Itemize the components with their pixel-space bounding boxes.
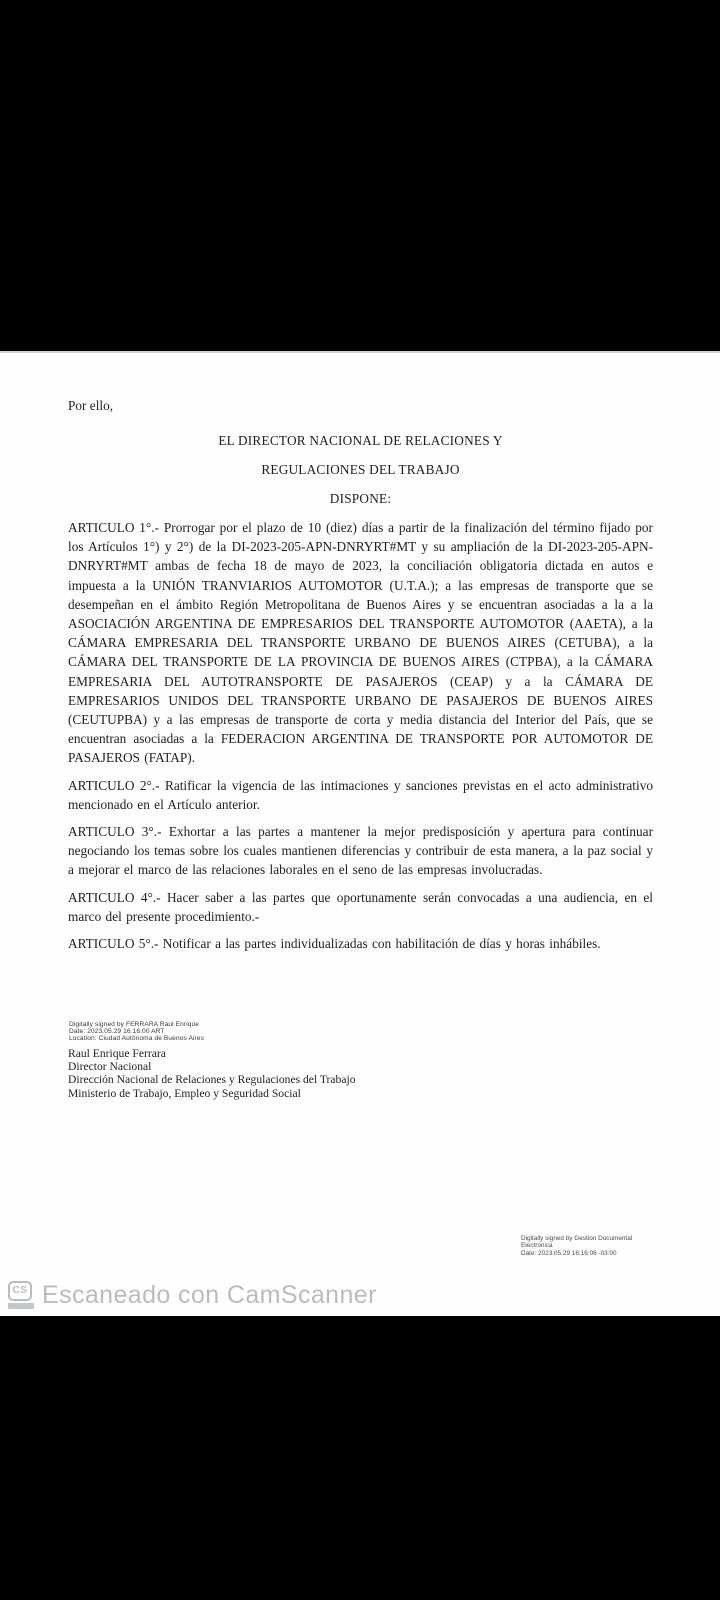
heading-dispone: DISPONE: bbox=[329, 491, 392, 506]
document-page bbox=[0, 351, 720, 1316]
heading-director-line2: REGULACIONES DEL TRABAJO bbox=[261, 462, 460, 477]
camscanner-watermark bbox=[8, 1281, 377, 1309]
gde-stamp-line-date: Date: 2023.05.29 16:16:06 -03:00 bbox=[521, 1249, 617, 1257]
intro-line: Por ello, bbox=[68, 398, 114, 413]
signer-office: Dirección Nacional de Relaciones y Regulaciones del Trabajo bbox=[68, 1073, 356, 1087]
signer-title: Director Nacional bbox=[68, 1060, 152, 1074]
document-body bbox=[68, 397, 653, 956]
article-3: ARTICULO 3°.- Exhortar a las partes a mantener la mejor predisposición y apertura para continuar negociando los temas sobre los cuales mantienen diferencias y contribuir de esta manera, a la paz social y a mejorar el marco de las relaciones laborales en el seno de las empresas involucradas. bbox=[68, 824, 653, 878]
stamp-line-date: Date: 2023.05.29 16:16:00 ART bbox=[69, 1028, 165, 1036]
camscanner-icon-base bbox=[8, 1303, 34, 1309]
top-letterbox bbox=[0, 0, 720, 351]
article-5: ARTICULO 5°.- Notificar a las partes individualizadas con habilitación de días y horas inhábiles. bbox=[68, 936, 601, 952]
watermark-text: Escaneado con CamScanner bbox=[42, 1281, 377, 1309]
gde-stamp-line-electronica: Electronica bbox=[521, 1242, 553, 1250]
article-4: ARTICULO 4°.- Hacer saber a las partes que oportunamente serán convocadas a una audiencia, en el marco del presente procedimiento.- bbox=[68, 889, 653, 924]
gde-signature-stamp bbox=[521, 1235, 632, 1257]
article-2: ARTICULO 2°.- Ratificar la vigencia de las intimaciones y sanciones previstas en el acto administrativo mencionado en el Artículo anterior. bbox=[68, 777, 653, 812]
stamp-line-location: Location: Ciudad Autónoma de Buenos Aires bbox=[69, 1035, 204, 1043]
signer-block bbox=[68, 1047, 356, 1100]
camscanner-icon bbox=[8, 1281, 35, 1309]
stamp-line-signed-by: Digitally signed by FERRARA Raul Enrique bbox=[69, 1021, 200, 1028]
article-1: ARTICULO 1°.- Prorrogar por el plazo de 10 (diez) días a partir de la finalización del término fijado por los Artículos 1°) y 2°) de la DI-2023-205-APN-DNRYRT#MT y su ampliación de la DI-2023-205-APN-DNRYRT#MT ambas de fecha 18 de mayo de 2023, la conciliación obligatoria dictada en autos e impuesta a la UNIÓN TRANVIARIOS AUTOMOTOR (U.T.A.); a las empresas de transporte que se desempeñan en el ámbito Región Metropolitana de Buenos Aires y se encuentran asociadas a la a la ASOCIACIÓN ARGENTINA DE EMPRESARIOS DEL TRANSPORTE AUTOMOTOR (AAETA), a la CÁMARA EMPRESARIA DEL TRANSPORTE URBANO DE BUENOS AIRES (CETUBA), a la CÁMARA DEL TRANSPORTE DE LA PROVINCIA DE BUENOS AIRES (CTPBA), a la CÁMARA EMPRESARIA DEL AUTOTRANSPORTE DE PASAJEROS (CEAP) y a la CÁMARA DE EMPRESARIOS UNIDOS DEL TRANSPORTE URBANO DE PASAJEROS DE BUENOS AIRES (CEUTUPBA) y a las empresas de transporte de corta y media distancia del Interior del País, que se encuentran asociadas a la FEDERACION ARGENTINA DE TRANSPORTE POR AUTOMOTOR DE PASAJEROS (FATAP). bbox=[68, 520, 653, 766]
camscanner-icon-label: CS bbox=[8, 1281, 32, 1301]
bottom-letterbox bbox=[0, 1316, 720, 1600]
heading-director-line1: EL DIRECTOR NACIONAL DE RELACIONES Y bbox=[218, 433, 503, 448]
signer-ministry: Ministerio de Trabajo, Empleo y Seguridad Social bbox=[68, 1086, 301, 1100]
gde-stamp-line-signed-by: Digitally signed by Gestion Documental bbox=[521, 1235, 633, 1242]
signer-name: Raul Enrique Ferrara bbox=[68, 1047, 166, 1060]
digital-signature-stamp bbox=[69, 1021, 204, 1043]
